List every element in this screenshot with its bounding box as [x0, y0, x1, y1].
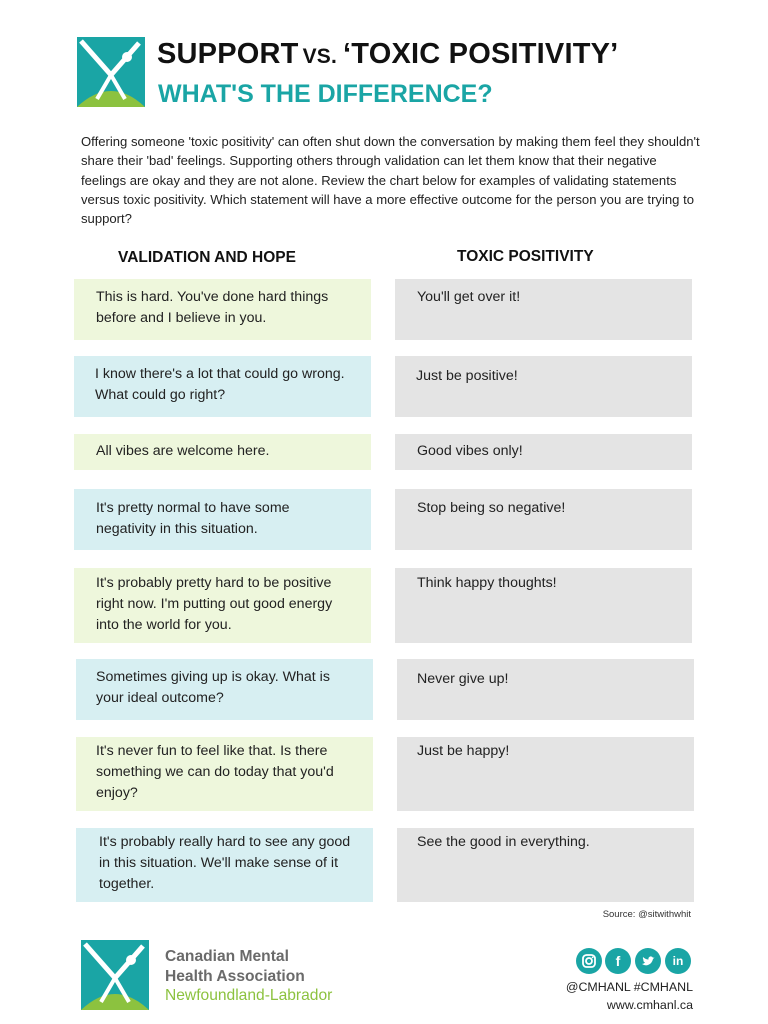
validation-statement: I know there's a lot that could go wrong. What could go right? — [74, 356, 371, 417]
validation-statement: It's pretty normal to have some negativity in this situation. — [74, 489, 371, 550]
page-subtitle: WHAT'S THE DIFFERENCE? — [158, 80, 493, 108]
toxic-statement: See the good in everything. — [397, 828, 694, 902]
intro-paragraph: Offering someone 'toxic positivity' can often shut down the conversation by making them feel they shouldn't share their 'bad' feelings. Supporting others through validation can let them know that their negative feelings are okay and they are not alone. Review the chart below for examples of validating statements versus toxic positivity. Which statement will have a more effective outcome for the person you are trying to support? — [81, 134, 700, 227]
website-link[interactable]: www.cmhanl.ca — [606, 998, 693, 1012]
toxic-statement: Think happy thoughts! — [395, 568, 692, 643]
org-name-line1: Canadian Mental — [165, 948, 289, 965]
title-toxic: ‘TOXIC POSITIVITY’ — [343, 38, 619, 70]
org-name-line2: Health Association — [165, 968, 305, 985]
title-vs: VS. — [302, 45, 338, 68]
toxic-statement: Just be positive! — [395, 356, 692, 417]
cmha-footer-logo — [81, 940, 149, 1010]
toxic-statement: Just be happy! — [397, 737, 694, 811]
cmha-logo — [77, 37, 145, 107]
toxic-statement: Never give up! — [397, 659, 694, 720]
toxic-column-heading: TOXIC POSITIVITY — [457, 248, 594, 265]
toxic-statement: Good vibes only! — [395, 434, 692, 470]
toxic-statement: You'll get over it! — [395, 279, 692, 340]
source-credit: Source: @sitwithwhit — [602, 909, 691, 920]
validation-statement: It's probably really hard to see any good in this situation. We'll make sense of it together. — [76, 828, 373, 902]
validation-statement: Sometimes giving up is okay. What is your ideal outcome? — [76, 659, 373, 720]
title-support: SUPPORT — [157, 38, 299, 70]
linkedin-icon[interactable]: in — [665, 948, 691, 974]
social-handles: @CMHANL #CMHANL — [565, 980, 693, 994]
facebook-icon[interactable]: f — [605, 948, 631, 974]
validation-statement: It's probably pretty hard to be positive right now. I'm putting out good energy into the world for you. — [74, 568, 371, 643]
validation-statement: It's never fun to feel like that. Is there something we can do today that you'd enjoy? — [76, 737, 373, 811]
twitter-icon[interactable] — [635, 948, 661, 974]
page-title — [157, 38, 618, 71]
org-region: Newfoundland-Labrador — [165, 987, 333, 1004]
validation-column-heading: VALIDATION AND HOPE — [118, 249, 296, 266]
instagram-icon[interactable] — [576, 948, 602, 974]
validation-statement: All vibes are welcome here. — [74, 434, 371, 470]
validation-statement: This is hard. You've done hard things before and I believe in you. — [74, 279, 371, 340]
toxic-statement: Stop being so negative! — [395, 489, 692, 550]
org-name — [165, 947, 305, 987]
